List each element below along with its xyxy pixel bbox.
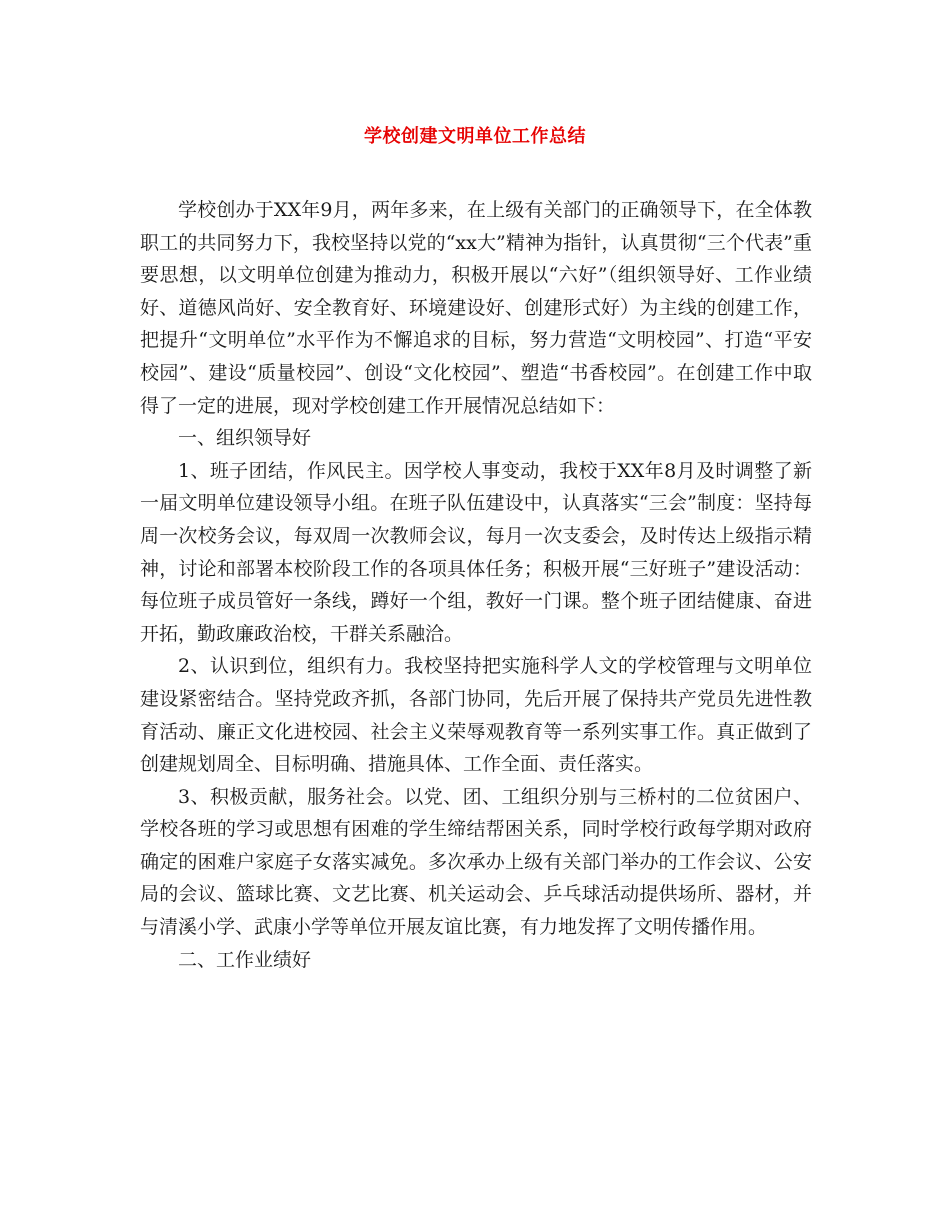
paragraph-2: 2、认识到位，组织有力。我校坚持把实施科学人文的学校管理与文明单位建设紧密结合。坚持党政齐抓，各部门协同，先后开展了保持共产党员先进性教育活动、廉正文化进校园、社会主义荣辱观教育等一系列实事工作。真正做到了创建规划周全、目标明确、措施具体、工作全面、责任落实。 (140, 655, 812, 776)
document-title: 学校创建文明单位工作总结 (364, 126, 586, 147)
document-body (140, 194, 812, 976)
section-heading-2: 二、工作业绩好 (178, 948, 312, 971)
section-heading-1: 一、组织领导好 (178, 427, 312, 450)
paragraph-intro: 学校创办于XX年9月，两年多来，在上级有关部门的正确领导下，在全体教职工的共同努力下，我校坚持以党的“xx大”精神为指针，认真贯彻“三个代表”重要思想，以文明单位创建为推动力，积极开展以“六好”（组织领导好、工作业绩好、道德风尚好、安全教育好、环境建设好、创建形式好）为主线的创建工作，把提升“文明单位”水平作为不懈追求的目标，努力营造“文明校园”、打造“平安校园”、建设“质量校园”、创设“文化校园”、塑造“书香校园”。在创建工作中取得了一定的进展，现对学校创建工作开展情况总结如下： (140, 199, 812, 417)
paragraph-3: 3、积极贡献，服务社会。以党、团、工组织分别与三桥村的二位贫困户、学校各班的学习或思想有困难的学生缔结帮困关系，同时学校行政每学期对政府确定的困难户家庭子女落实减免。多次承办上级有关部门举办的工作会议、公安局的会议、篮球比赛、文艺比赛、机关运动会、乒乓球活动提供场所、器材，并与清溪小学、武康小学等单位开展友谊比赛，有力地发挥了文明传播作用。 (140, 785, 812, 939)
paragraph-1: 1、班子团结，作风民主。因学校人事变动，我校于XX年8月及时调整了新一届文明单位建设领导小组。在班子队伍建设中，认真落实“三会”制度：坚持每周一次校务会议，每双周一次教师会议，每月一次支委会，及时传达上级指示精神，讨论和部署本校阶段工作的各项具体任务；积极开展“三好班子”建设活动：每位班子成员管好一条线，蹲好一个组，教好一门课。整个班子团结健康、奋进开拓，勤政廉政治校，干群关系融洽。 (140, 459, 812, 645)
